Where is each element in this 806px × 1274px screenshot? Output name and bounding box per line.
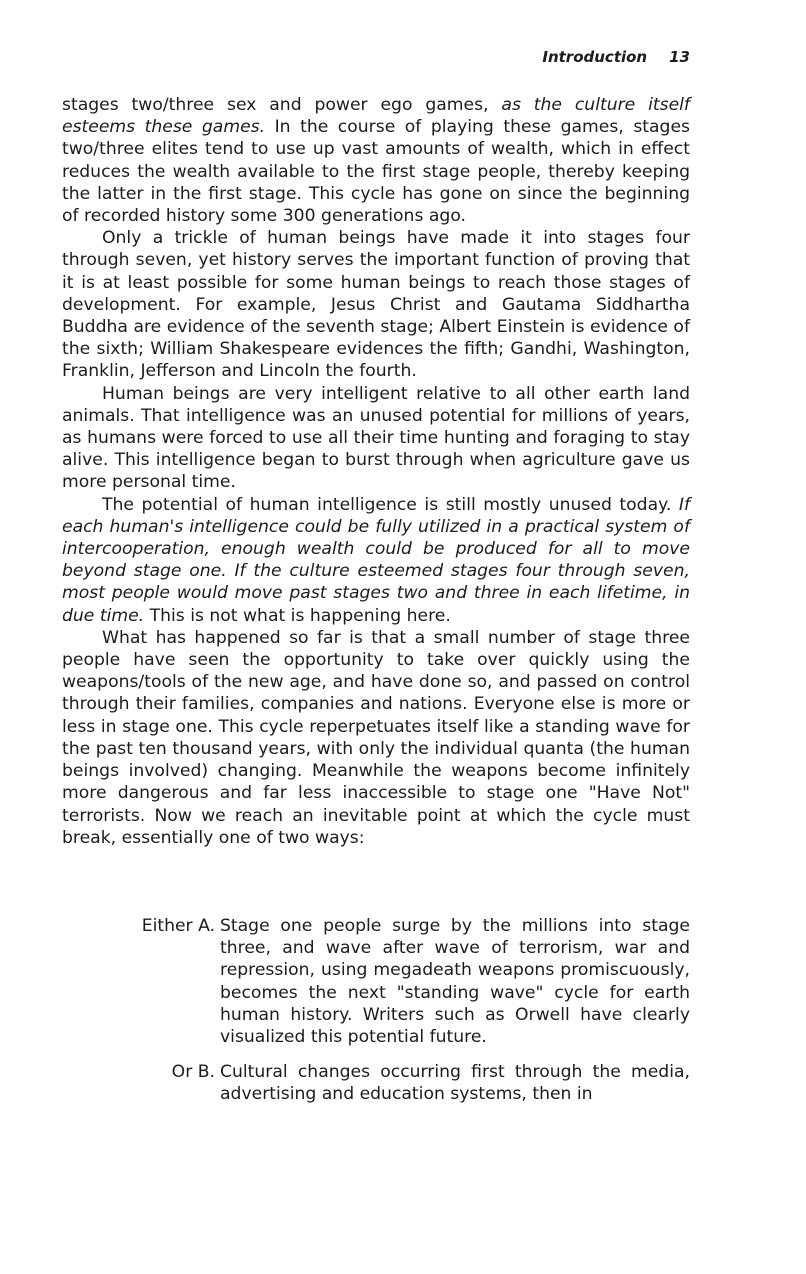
running-header bbox=[542, 48, 690, 66]
option-item bbox=[62, 1061, 690, 1105]
paragraph bbox=[62, 227, 690, 382]
option-label: Or B. bbox=[171, 1062, 215, 1083]
option-label: Either A. bbox=[141, 916, 215, 936]
options-list bbox=[62, 915, 690, 1119]
italic-text: as the culture itself esteems these games. bbox=[62, 95, 690, 138]
option-item bbox=[62, 915, 690, 1048]
paragraph bbox=[62, 494, 690, 627]
text-run: Human beings are very intelligent relative to all other earth land animals. That intelligence was an unused potential for millions of years, as humans were forced to use all their time hunting and foraging to stay alive. This intelligence began to burst through when agriculture gave us more personal time. bbox=[62, 383, 690, 493]
text-run: What has happened so far is that a small number of stage three people have seen the opportunity to take over quickly using the weapons/tools of the new age, and have done so, and passed on control through their families, companies and nations. Everyone else is more or less in stage one. This cycle reperpetuates itself like a standing wave for the past ten thousand years, with only the individual quanta (the human beings involved) changing. Meanwhile the weapons become infinitely more dangerous and far less inaccessible to stage one "Have Not" terrorists. Now we reach an inevitable point at which the cycle must break, essentially one of two ways: bbox=[62, 627, 690, 848]
chapter-title: Introduction bbox=[542, 48, 648, 66]
text-run: stages two/three sex and power ego games, bbox=[62, 95, 502, 115]
paragraph bbox=[62, 94, 690, 227]
text-run: The potential of human intelligence is still mostly unused today. bbox=[102, 494, 679, 515]
option-text: Stage one people surge by the millions into stage three, and wave after wave of terrorism, war and repression, using megadeath weapons promiscuously, becomes the next "standing wave" cycle for earth human history. Writers such as Orwell have clearly visualized this potential future. bbox=[220, 916, 690, 1048]
text-run: This is not what is happening here. bbox=[144, 605, 451, 626]
text-run: In the course of playing these games, stages two/three elites tend to use up vast amounts of wealth, which in effect reduces the wealth available to the first stage people, thereby keeping the latter in the first stage. This cycle has gone on since the beginning of recorded history some 300 generations ago. bbox=[62, 117, 690, 227]
body-text bbox=[62, 94, 690, 849]
italic-text: If each human's intelligence could be fully utilized in a practical system of intercooperation, enough wealth could be produced for all to move beyond stage one. If the culture esteemed stages four through seven, most people would move past stages two and three in each lifetime, in due time. bbox=[62, 494, 690, 626]
paragraph bbox=[62, 627, 690, 849]
paragraph bbox=[62, 383, 690, 494]
text-run: Only a trickle of human beings have made it into stages four through seven, yet history serves the important function of proving that it is at least possible for some human beings to reach those stages of development. For example, Jesus Christ and Gautama Siddhartha Buddha are evidence of the seventh stage; Albert Einstein is evidence of the sixth; William Shakespeare evidences the fifth; Gandhi, Washington, Franklin, Jefferson and Lincoln the fourth. bbox=[62, 228, 690, 382]
option-text: Cultural changes occurring first through the media, advertising and education systems, then in bbox=[220, 1062, 690, 1105]
page-number: 13 bbox=[669, 48, 690, 66]
